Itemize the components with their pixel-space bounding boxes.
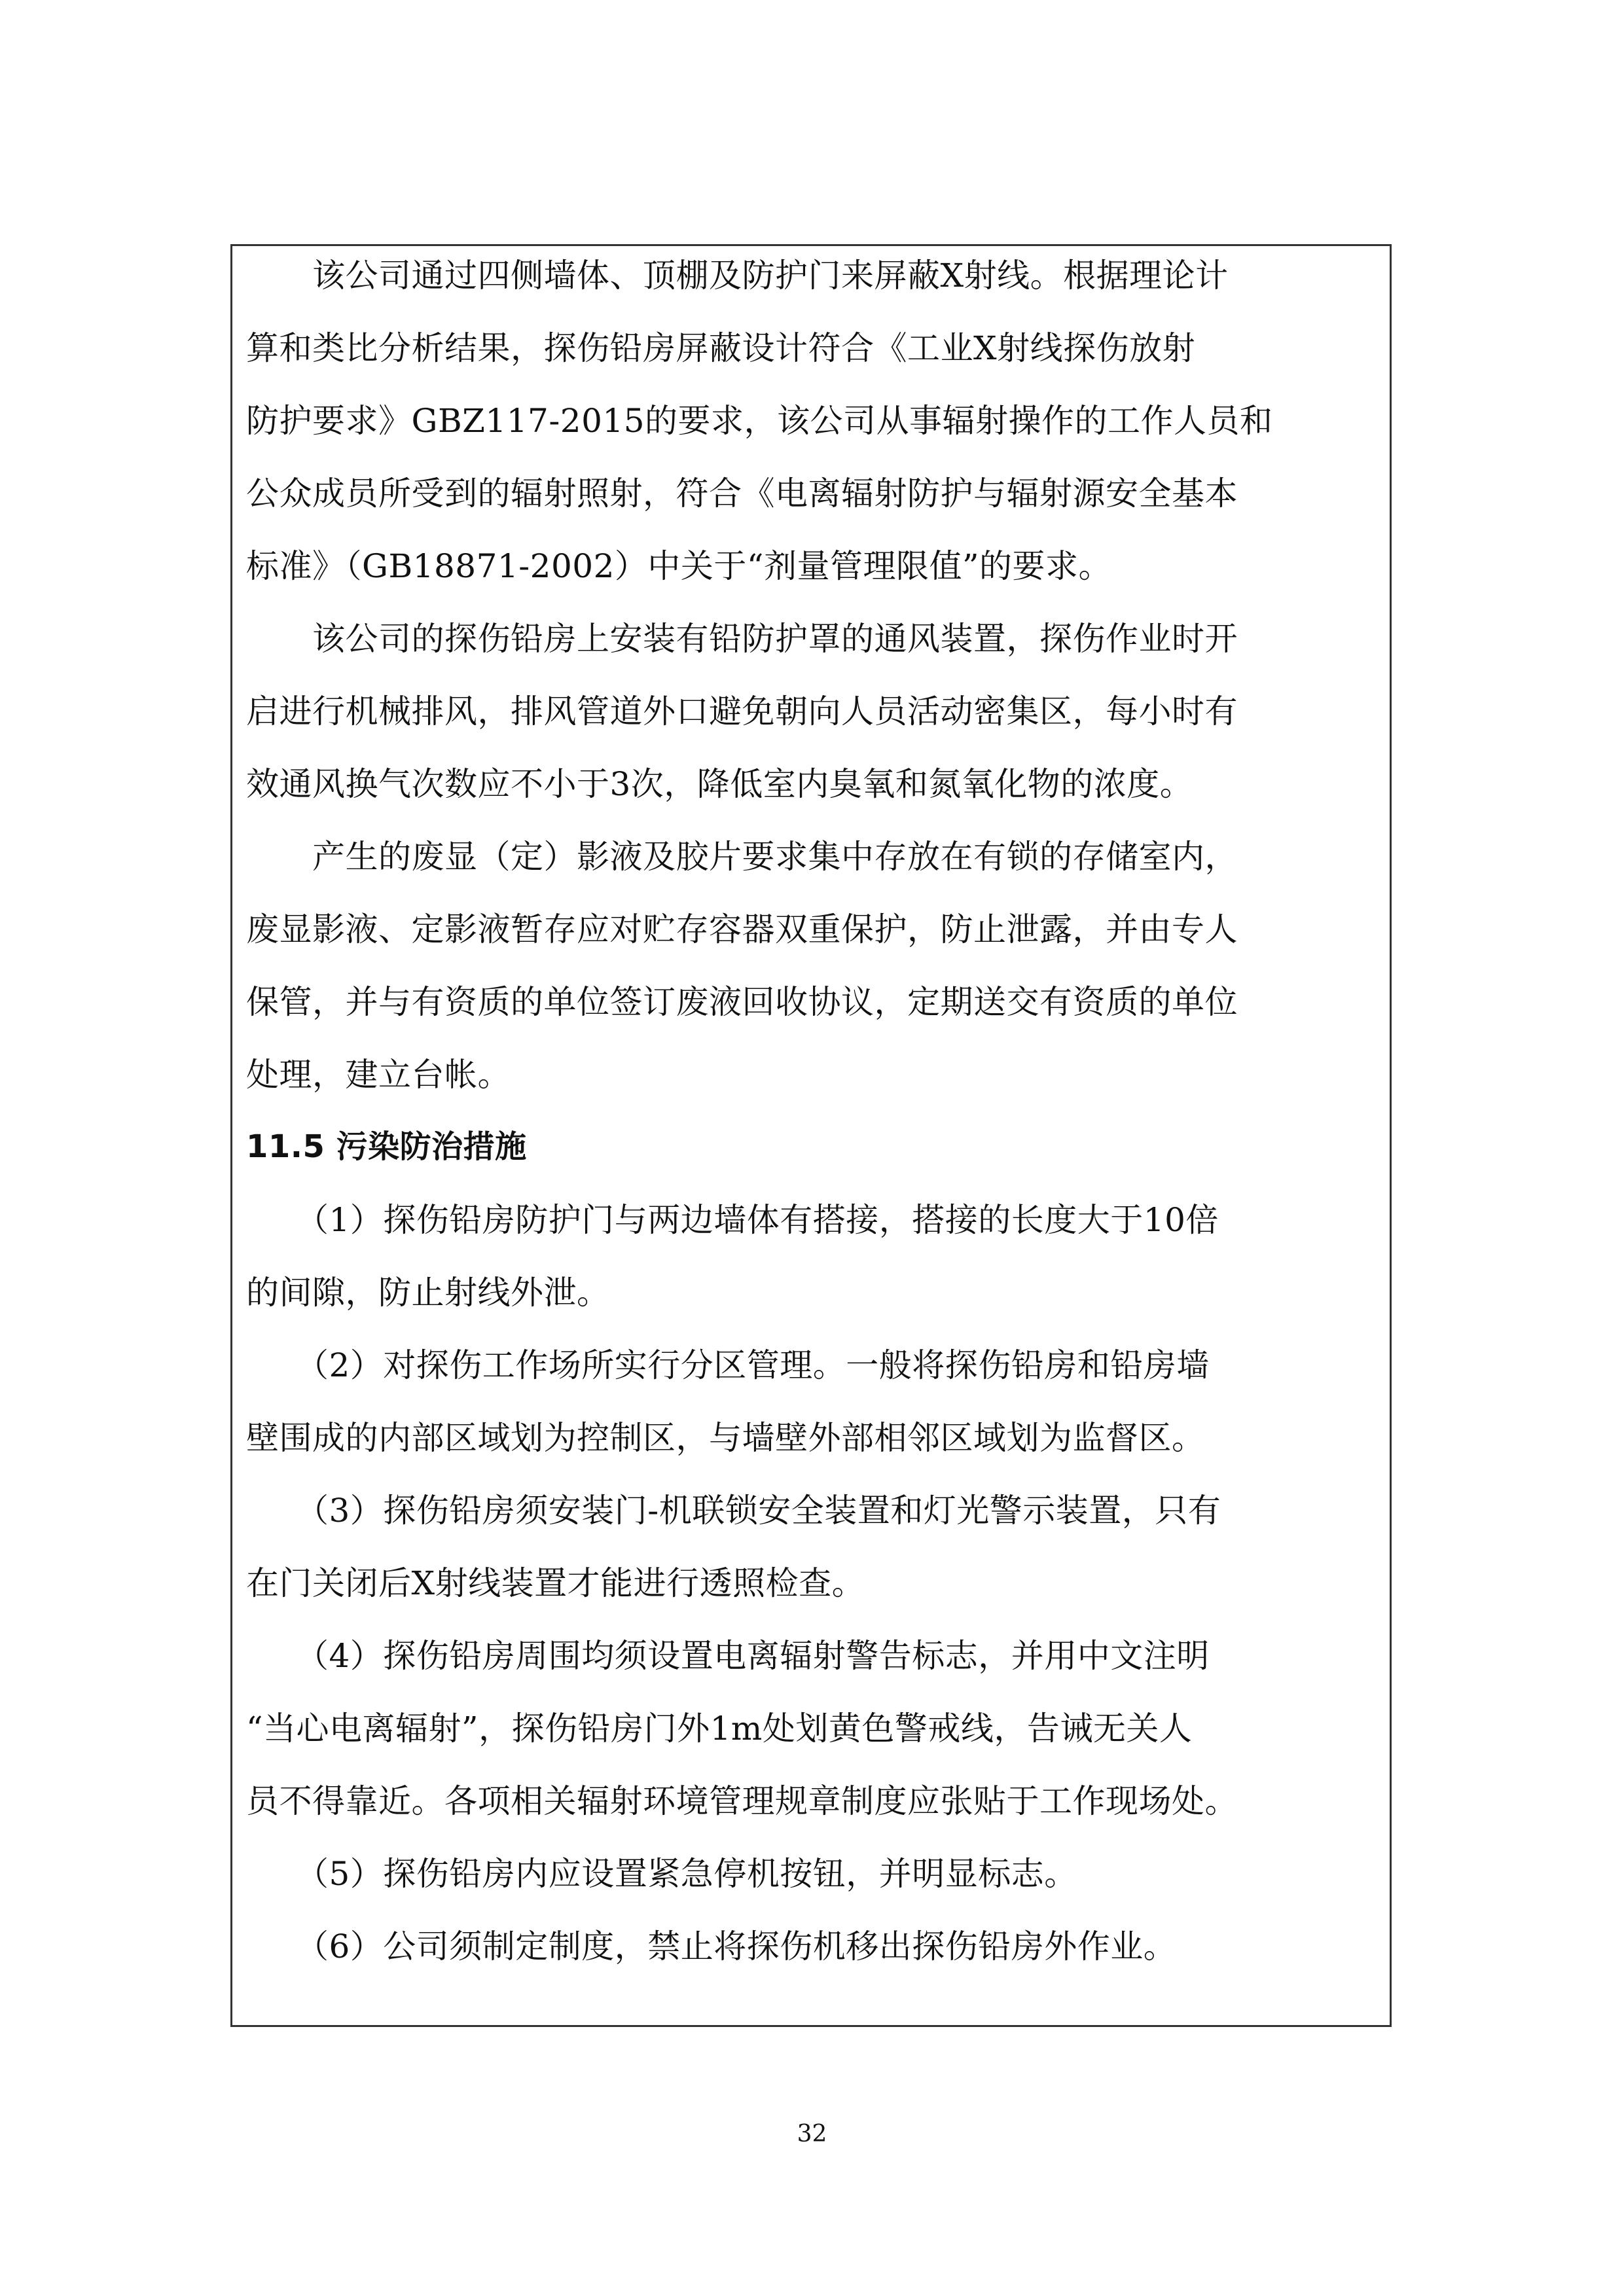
text-line: 效通风换气次数应不小于3次，降低室内臭氧和氮氧化物的浓度。 <box>246 765 1193 803</box>
text-line: 在门关闭后X射线装置才能进行透照检查。 <box>246 1564 865 1602</box>
text-line: 产生的废显（定）影液及胶片要求集中存放在有锁的存储室内， <box>246 838 1238 876</box>
text-line: 该公司通过四侧墙体、顶棚及防护门来屏蔽X射线。根据理论计 <box>246 257 1229 295</box>
text-line: 壁围成的内部区域划为控制区，与墙壁外部相邻区域划为监督区。 <box>246 1419 1205 1457</box>
text-line: （4）探伤铅房周围均须设置电离辐射警告标志，并用中文注明 <box>246 1637 1210 1675</box>
text-line: 处理，建立台帐。 <box>246 1056 511 1094</box>
text-line: 算和类比分析结果，探伤铅房屏蔽设计符合《工业X射线探伤放射 <box>246 329 1196 367</box>
page-number: 32 <box>797 2121 827 2147</box>
text-line: （1）探伤铅房防护门与两边墙体有搭接，搭接的长度大于10倍 <box>246 1201 1219 1239</box>
text-line: 防护要求》GBZ117-2015的要求，该公司从事辐射操作的工作人员和 <box>246 402 1273 440</box>
text-line: （5）探伤铅房内应设置紧急停机按钮，并明显标志。 <box>246 1855 1077 1893</box>
text-line: （6）公司须制定制度，禁止将探伤机移出探伤铅房外作业。 <box>246 1928 1177 1965</box>
text-line: 启进行机械排风，排风管道外口避免朝向人员活动密集区，每小时有 <box>246 692 1238 730</box>
section-heading: 11.5 污染防治措施 <box>246 1128 527 1165</box>
text-line: 公众成员所受到的辐射照射，符合《电离辐射防护与辐射源安全基本 <box>246 475 1238 512</box>
text-line: “当心电离辐射”，探伤铅房门外1m处划黄色警戒线，告诫无关人 <box>246 1710 1193 1748</box>
text-line: （3）探伤铅房须安装门-机联锁安全装置和灯光警示装置，只有 <box>246 1492 1221 1530</box>
text-line: 的间隙，防止射线外泄。 <box>246 1274 610 1312</box>
text-line: 保管，并与有资质的单位签订废液回收协议，定期送交有资质的单位 <box>246 983 1238 1021</box>
text-line: 标准》（GB18871-2002）中关于“剂量管理限值”的要求。 <box>246 547 1112 585</box>
text-line: 员不得靠近。各项相关辐射环境管理规章制度应张贴于工作现场处。 <box>246 1782 1238 1820</box>
text-line: （2）对探伤工作场所实行分区管理。一般将探伤铅房和铅房墙 <box>246 1346 1210 1384</box>
text-line: 该公司的探伤铅房上安装有铅防护罩的通风装置，探伤作业时开 <box>246 620 1238 658</box>
text-line: 废显影液、定影液暂存应对贮存容器双重保护，防止泄露，并由专人 <box>246 910 1238 948</box>
